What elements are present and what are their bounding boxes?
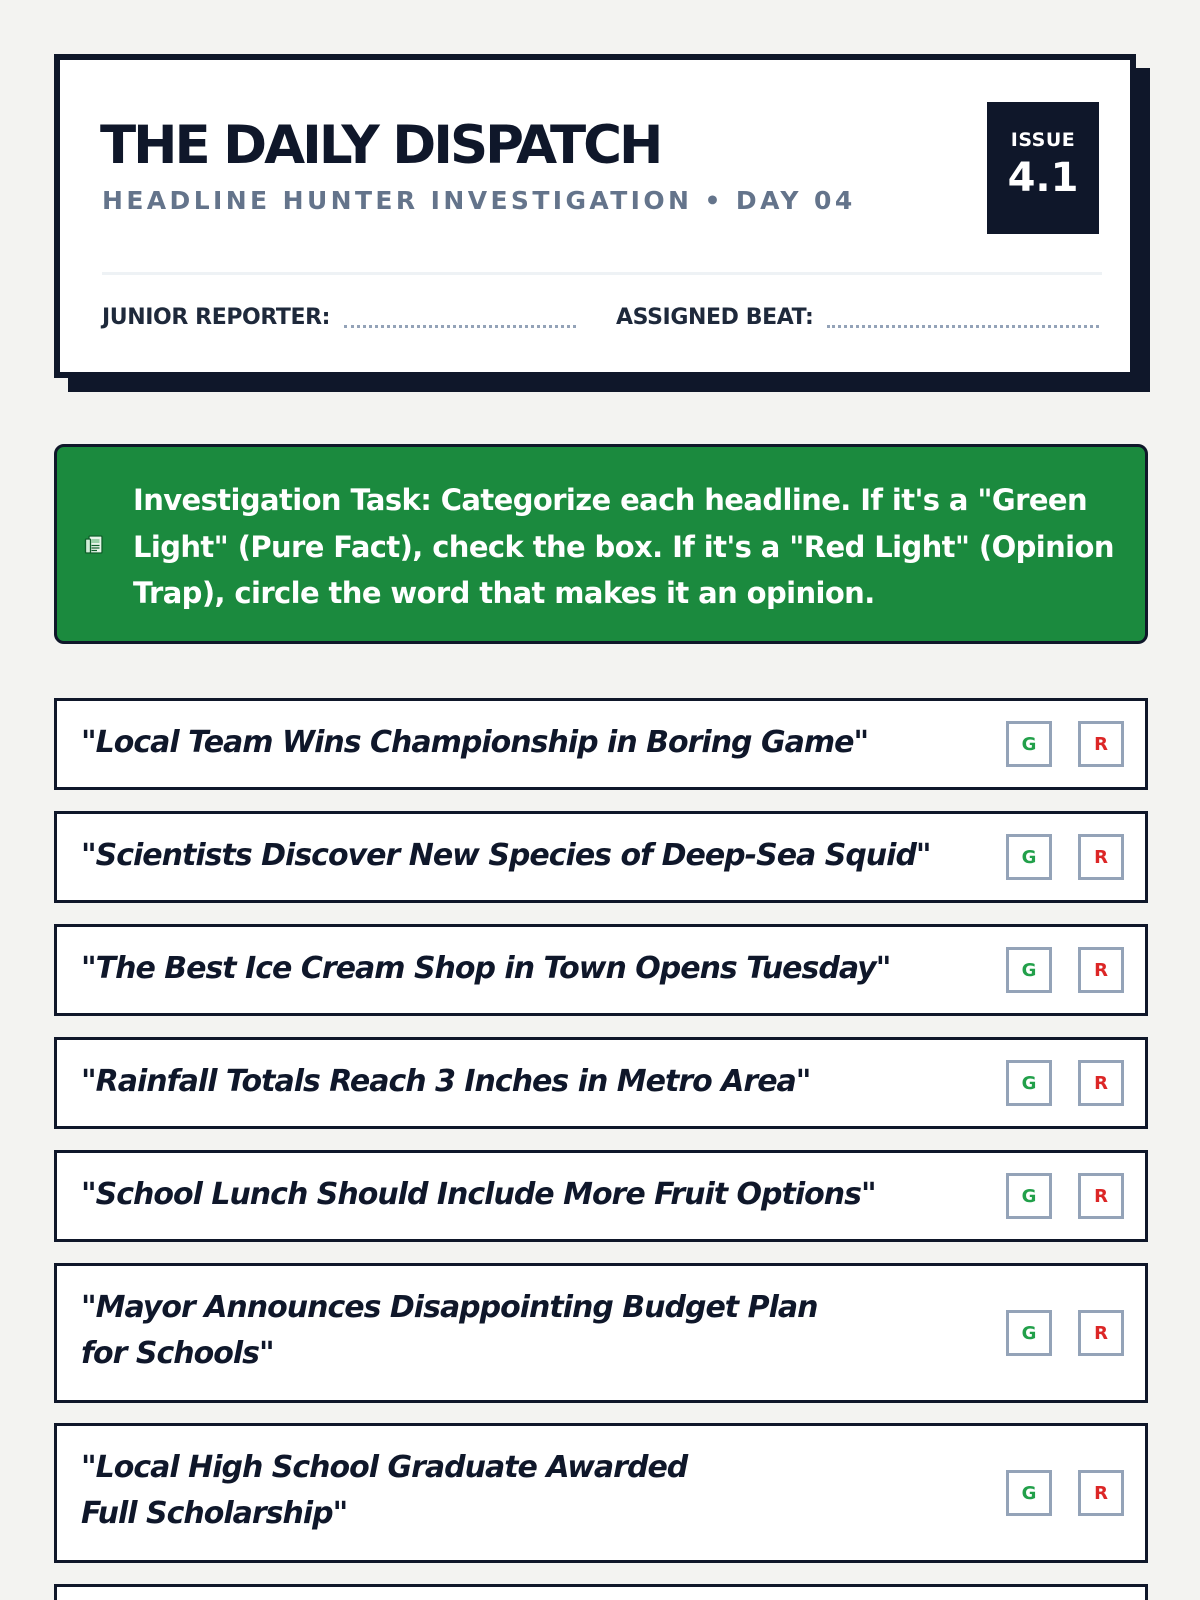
- headline-text: "The Best Ice Cream Shop in Town Opens Tuesday": [81, 951, 891, 986]
- issue-number: 4.1: [1007, 155, 1079, 201]
- green-light-checkbox[interactable]: G: [1006, 947, 1052, 993]
- headline-text: "Scientists Discover New Species of Deep-Sea Squid": [81, 838, 931, 873]
- green-light-checkbox[interactable]: G: [1006, 834, 1052, 880]
- masthead-card: [54, 54, 1136, 378]
- red-light-checkbox[interactable]: R: [1078, 1310, 1124, 1356]
- masthead-divider: [102, 272, 1102, 275]
- red-light-checkbox[interactable]: R: [1078, 947, 1124, 993]
- headline-text: "School Lunch Should Include More Fruit Options": [81, 1177, 876, 1212]
- red-light-checkbox[interactable]: R: [1078, 1060, 1124, 1106]
- newspaper-title: THE DAILY DISPATCH: [100, 115, 661, 176]
- assigned-beat-input[interactable]: [827, 325, 1099, 328]
- green-light-checkbox[interactable]: G: [1006, 721, 1052, 767]
- headline-row: [54, 1150, 1148, 1242]
- headline-text: "Local Team Wins Championship in Boring Game": [81, 725, 869, 760]
- green-light-checkbox[interactable]: G: [1006, 1173, 1052, 1219]
- issue-label: ISSUE: [1010, 129, 1076, 151]
- headline-row: [54, 698, 1148, 790]
- task-instructions: Investigation Task: Categorize each headline. If it's a "Green Light" (Pure Fact), check the box. If it's a "Red Light" (Opinion Trap), circle the word that makes it an opinion.: [133, 483, 1114, 610]
- red-light-checkbox[interactable]: R: [1078, 1173, 1124, 1219]
- headline-text: "Local High School Graduate Awarded Full Scholarship": [81, 1450, 688, 1531]
- headline-row: [54, 811, 1148, 903]
- junior-reporter-field: [102, 305, 576, 330]
- issue-badge: [987, 102, 1099, 234]
- assigned-beat-label: ASSIGNED BEAT:: [616, 305, 814, 330]
- red-light-checkbox[interactable]: R: [1078, 721, 1124, 767]
- green-light-checkbox[interactable]: G: [1006, 1060, 1052, 1106]
- headline-text: "Rainfall Totals Reach 3 Inches in Metro Area": [81, 1064, 811, 1099]
- headline-text: "Mayor Announces Disappointing Budget Plan for Schools": [81, 1290, 818, 1371]
- headline-row: [54, 1423, 1148, 1563]
- headline-row-partial: [54, 1584, 1148, 1600]
- red-light-checkbox[interactable]: R: [1078, 834, 1124, 880]
- green-light-checkbox[interactable]: G: [1006, 1310, 1052, 1356]
- green-light-checkbox[interactable]: G: [1006, 1470, 1052, 1516]
- headline-row: [54, 924, 1148, 1016]
- red-light-checkbox[interactable]: R: [1078, 1470, 1124, 1516]
- assigned-beat-field: [616, 305, 1099, 330]
- junior-reporter-label: JUNIOR REPORTER:: [102, 305, 331, 330]
- task-banner: [54, 444, 1148, 644]
- junior-reporter-input[interactable]: [344, 325, 576, 328]
- newspaper-icon: [84, 534, 104, 556]
- headline-row: [54, 1263, 1148, 1403]
- investigation-subtitle: HEADLINE HUNTER INVESTIGATION • DAY 04: [102, 186, 856, 215]
- headline-row: [54, 1037, 1148, 1129]
